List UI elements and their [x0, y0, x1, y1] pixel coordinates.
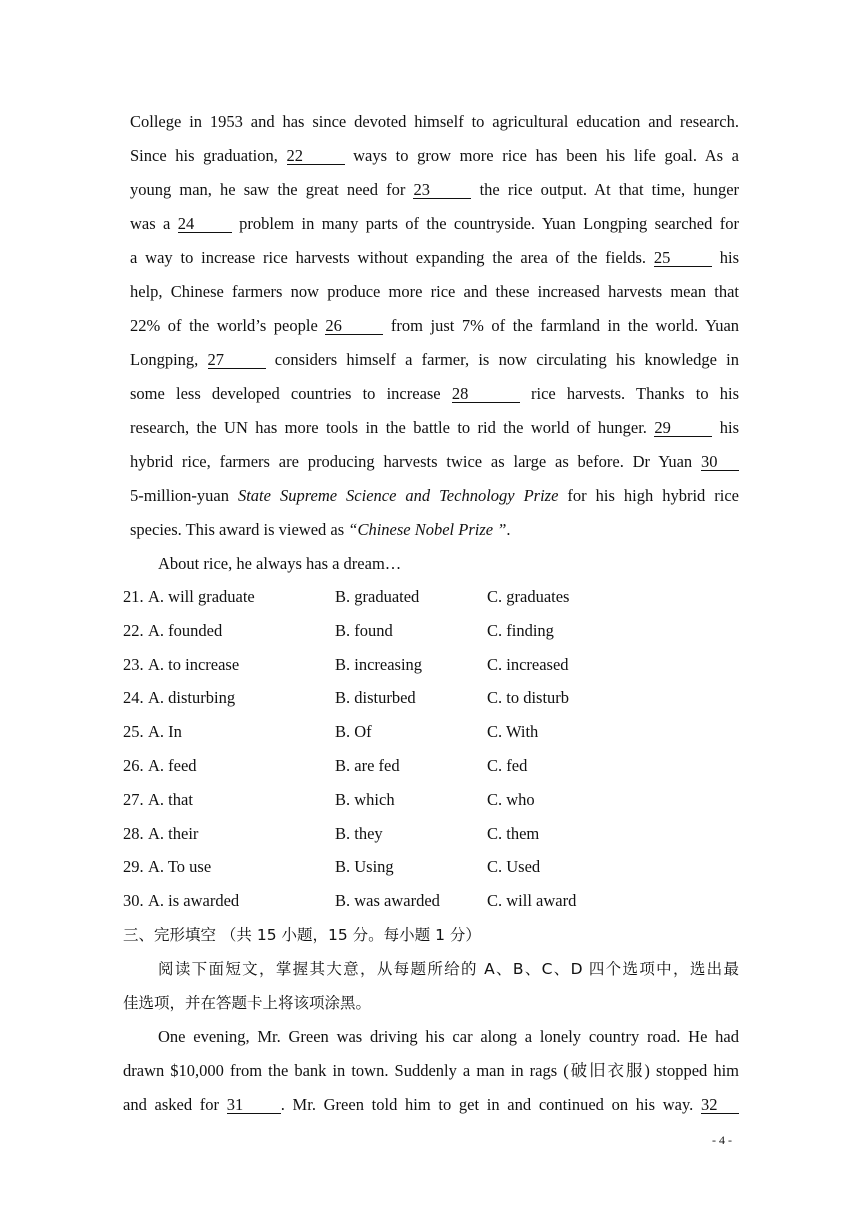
- question-number: 29.: [123, 857, 144, 877]
- blank-32[interactable]: 32: [701, 1096, 739, 1114]
- passage-line-3: young man, he saw the great need for 23 the rice output. At that time, hunger: [130, 180, 740, 199]
- option-row: [123, 857, 723, 877]
- blank-25[interactable]: 25: [654, 249, 712, 267]
- option-b[interactable]: B. Using: [335, 857, 394, 877]
- option-row: [123, 722, 723, 742]
- passage-line-10: research, the UN has more tools in the battle to rid the world of hunger. 29 his: [130, 418, 740, 437]
- option-a[interactable]: A. In: [148, 722, 182, 742]
- question-number: 28.: [123, 823, 144, 843]
- option-b[interactable]: B. found: [335, 620, 393, 640]
- blank-24[interactable]: 24: [178, 215, 232, 233]
- option-a[interactable]: A. To use: [148, 857, 212, 877]
- story-line-2: drawn $10,000 from the bank in town. Suddenly a man in rags (破旧衣服) stopped him: [123, 1061, 739, 1080]
- option-c[interactable]: C. will award: [487, 891, 577, 911]
- question-number: 26.: [123, 756, 144, 775]
- question-number: 23.: [123, 654, 144, 674]
- question-number: 30.: [123, 891, 144, 911]
- section-instruction-2: 佳选项，并在答题卡上将该项涂黑。: [123, 994, 372, 1012]
- passage-line-2: Since his graduation, 22 ways to grow more rice has been his life goal. As a: [130, 146, 740, 165]
- option-row: [123, 621, 723, 641]
- question-number: 27.: [123, 789, 144, 809]
- blank-26[interactable]: 26: [325, 317, 383, 335]
- option-row: [123, 756, 723, 776]
- passage-line-12: 5-million-yuan State Supreme Science and Technology Prize for his high hybrid rice: [130, 486, 739, 505]
- section-heading: 三、完形填空 （共 15 小题，15 分。每小题 1 分）: [123, 926, 481, 944]
- story-line-1: One evening, Mr. Green was driving his car along a lonely country road. He had: [158, 1027, 739, 1046]
- option-a[interactable]: A. is awarded: [148, 891, 240, 911]
- option-a[interactable]: A. will graduate: [148, 587, 255, 606]
- section-instruction-1: 阅读下面短文，掌握其大意，从每题所给的 A、B、C、D 四个选项中，选出最: [158, 960, 739, 978]
- option-c[interactable]: C. With: [487, 722, 539, 742]
- passage-line-13: species. This award is viewed as “Chinese Nobel Prize ”.: [130, 520, 511, 539]
- passage-line-1: College in 1953 and has since devoted himself to agricultural education and research.: [130, 112, 739, 131]
- passage-line-11: hybrid rice, farmers are producing harvests twice as large as before. Dr Yuan 30: [130, 452, 739, 472]
- option-b[interactable]: B. graduated: [335, 587, 420, 606]
- option-row: [123, 790, 723, 810]
- option-c[interactable]: C. finding: [487, 620, 554, 640]
- prize-name: State Supreme Science and Technology Prize: [237, 486, 559, 505]
- option-c[interactable]: C. Used: [487, 857, 541, 877]
- blank-22[interactable]: 22: [287, 147, 345, 165]
- option-a[interactable]: A. their: [148, 823, 199, 843]
- option-row: [123, 824, 723, 844]
- page-number: - 4 -: [712, 1133, 732, 1147]
- option-b[interactable]: B. increasing: [335, 654, 423, 674]
- question-number: 24.: [123, 688, 144, 708]
- option-b[interactable]: B. was awarded: [335, 891, 440, 911]
- option-row: [123, 891, 723, 911]
- option-b[interactable]: B. they: [335, 823, 383, 843]
- question-number: 25.: [123, 722, 144, 742]
- option-row: [123, 587, 723, 607]
- passage-line-8: Longping, 27 considers himself a farmer, is now circulating his knowledge in: [130, 350, 740, 369]
- option-a[interactable]: A. feed: [148, 756, 197, 775]
- blank-31[interactable]: 31: [227, 1096, 281, 1114]
- option-b[interactable]: B. disturbed: [335, 688, 416, 708]
- passage-line-6: help, Chinese farmers now produce more rice and these increased harvests mean that: [130, 282, 739, 301]
- option-row: [123, 688, 723, 708]
- option-a[interactable]: A. disturbing: [148, 688, 236, 708]
- option-b[interactable]: B. which: [335, 789, 395, 809]
- question-number: 21.: [123, 587, 144, 606]
- passage-line-4: was a 24 problem in many parts of the countryside. Yuan Longping searched for: [130, 214, 739, 233]
- story-line-3: and asked for 31 . Mr. Green told him to get in and continued on his way. 32: [123, 1095, 739, 1115]
- question-number: 22.: [123, 620, 144, 640]
- passage-line-9: some less developed countries to increase 28 rice harvests. Thanks to his: [130, 384, 740, 403]
- passage-line-5: a way to increase rice harvests without expanding the area of the fields. 25 his: [130, 248, 739, 267]
- award-nickname: “Chinese Nobel Prize ”: [348, 520, 507, 539]
- blank-30[interactable]: 30: [701, 453, 739, 471]
- option-a[interactable]: A. that: [148, 789, 193, 809]
- option-c[interactable]: C. graduates: [487, 587, 570, 606]
- passage-closing: About rice, he always has a dream…: [158, 554, 402, 573]
- option-c[interactable]: C. increased: [487, 654, 569, 674]
- option-row: [123, 655, 723, 675]
- option-a[interactable]: A. to increase: [148, 654, 240, 674]
- option-a[interactable]: A. founded: [148, 620, 223, 640]
- passage-line-7: 22% of the world’s people 26 from just 7% of the farmland in the world. Yuan: [130, 316, 740, 335]
- blank-27[interactable]: 27: [208, 351, 266, 369]
- option-c[interactable]: C. them: [487, 823, 540, 843]
- option-c[interactable]: C. who: [487, 789, 535, 809]
- blank-28[interactable]: 28: [452, 385, 520, 403]
- blank-23[interactable]: 23: [413, 181, 471, 199]
- option-c[interactable]: C. to disturb: [487, 688, 570, 708]
- blank-29[interactable]: 29: [654, 419, 712, 437]
- option-c[interactable]: C. fed: [487, 756, 528, 775]
- option-b[interactable]: B. are fed: [335, 756, 400, 775]
- option-b[interactable]: B. Of: [335, 722, 372, 742]
